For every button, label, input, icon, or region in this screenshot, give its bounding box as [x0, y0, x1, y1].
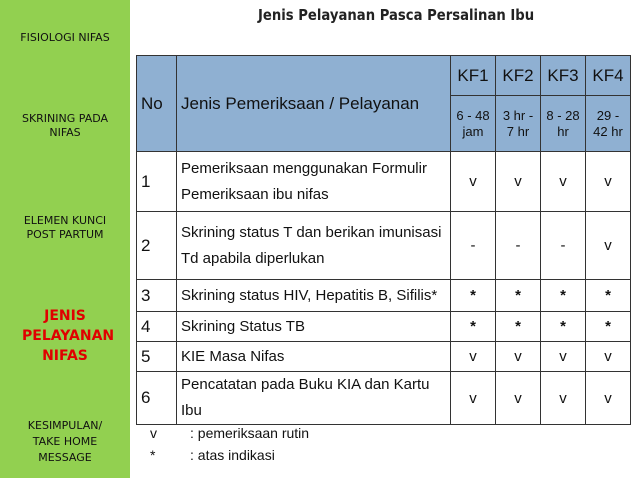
column-header-kf4: KF4 [586, 56, 631, 96]
row-mark: v [541, 372, 586, 425]
sidebar-nav [0, 0, 130, 478]
table-row [137, 312, 631, 342]
row-mark: * [586, 312, 631, 342]
column-header-kf2: KF2 [496, 56, 541, 96]
legend-text: : atas indikasi [190, 447, 275, 463]
nav-item-kesimpulan[interactable]: KESIMPULAN/ TAKE HOME MESSAGE [27, 419, 103, 464]
row-description: Pencatatan pada Buku KIA dan Kartu Ibu [177, 372, 451, 425]
row-mark: * [496, 312, 541, 342]
legend-item [150, 422, 450, 444]
row-mark: - [496, 212, 541, 280]
row-mark: v [496, 152, 541, 212]
legend-symbol: v [150, 425, 157, 441]
row-mark: v [586, 152, 631, 212]
table-row [137, 372, 631, 425]
row-description: Skrining status HIV, Hepatitis B, Sifilis* [177, 280, 451, 312]
table-row [137, 280, 631, 312]
row-mark: * [541, 280, 586, 312]
kf2-range: 3 hr - 7 hr [496, 96, 541, 152]
row-number: 6 [137, 372, 177, 425]
nav-item-elemen-kunci-post-partum[interactable]: ELEMEN KUNCI POST PARTUM [23, 214, 107, 241]
legend-text: : pemeriksaan rutin [190, 425, 310, 441]
legend-item [150, 444, 450, 466]
row-mark: * [496, 280, 541, 312]
row-mark: - [541, 212, 586, 280]
row-mark: * [541, 312, 586, 342]
kf4-range: 29 - 42 hr [586, 96, 631, 152]
column-header-service: Jenis Pemeriksaan / Pelayanan [177, 56, 451, 152]
row-description: Skrining Status TB [177, 312, 451, 342]
row-mark: * [451, 312, 496, 342]
row-mark: v [541, 342, 586, 372]
row-description: Skrining status T dan berikan imunisasi Td apabila diperlukan [177, 212, 451, 280]
table-row [137, 342, 631, 372]
nav-item-skrining-pada-nifas[interactable]: SKRINING PADA NIFAS [21, 112, 109, 139]
row-mark: v [451, 372, 496, 425]
row-number: 5 [137, 342, 177, 372]
slide-title: Jenis Pelayanan Pasca Persalinan Ibu [258, 6, 535, 24]
row-mark: v [496, 372, 541, 425]
row-mark: * [451, 280, 496, 312]
row-mark: v [451, 342, 496, 372]
nav-item-jenis-pelayanan-nifas[interactable]: JENIS PELAYANAN NIFAS [22, 308, 115, 364]
row-mark: v [541, 152, 586, 212]
row-mark: v [586, 342, 631, 372]
row-number: 4 [137, 312, 177, 342]
row-number: 3 [137, 280, 177, 312]
row-description: KIE Masa Nifas [177, 342, 451, 372]
column-header-kf1: KF1 [451, 56, 496, 96]
legend-symbol: * [150, 447, 156, 463]
row-mark: v [496, 342, 541, 372]
services-table [136, 55, 631, 425]
row-mark: v [586, 372, 631, 425]
row-mark: * [586, 280, 631, 312]
row-mark: v [586, 212, 631, 280]
table-row [137, 212, 631, 280]
table-row [137, 152, 631, 212]
kf1-range: 6 - 48 jam [451, 96, 496, 152]
kf3-range: 8 - 28 hr [541, 96, 586, 152]
table-header-row [137, 56, 631, 96]
nav-item-fisiologi-nifas[interactable]: FISIOLOGI NIFAS [20, 31, 110, 44]
column-header-kf3: KF3 [541, 56, 586, 96]
row-number: 2 [137, 212, 177, 280]
row-mark: v [451, 152, 496, 212]
table-legend [150, 422, 450, 466]
row-description: Pemeriksaan menggunakan Formulir Pemeriksaan ibu nifas [177, 152, 451, 212]
row-number: 1 [137, 152, 177, 212]
row-mark: - [451, 212, 496, 280]
column-header-no: No [137, 56, 177, 152]
